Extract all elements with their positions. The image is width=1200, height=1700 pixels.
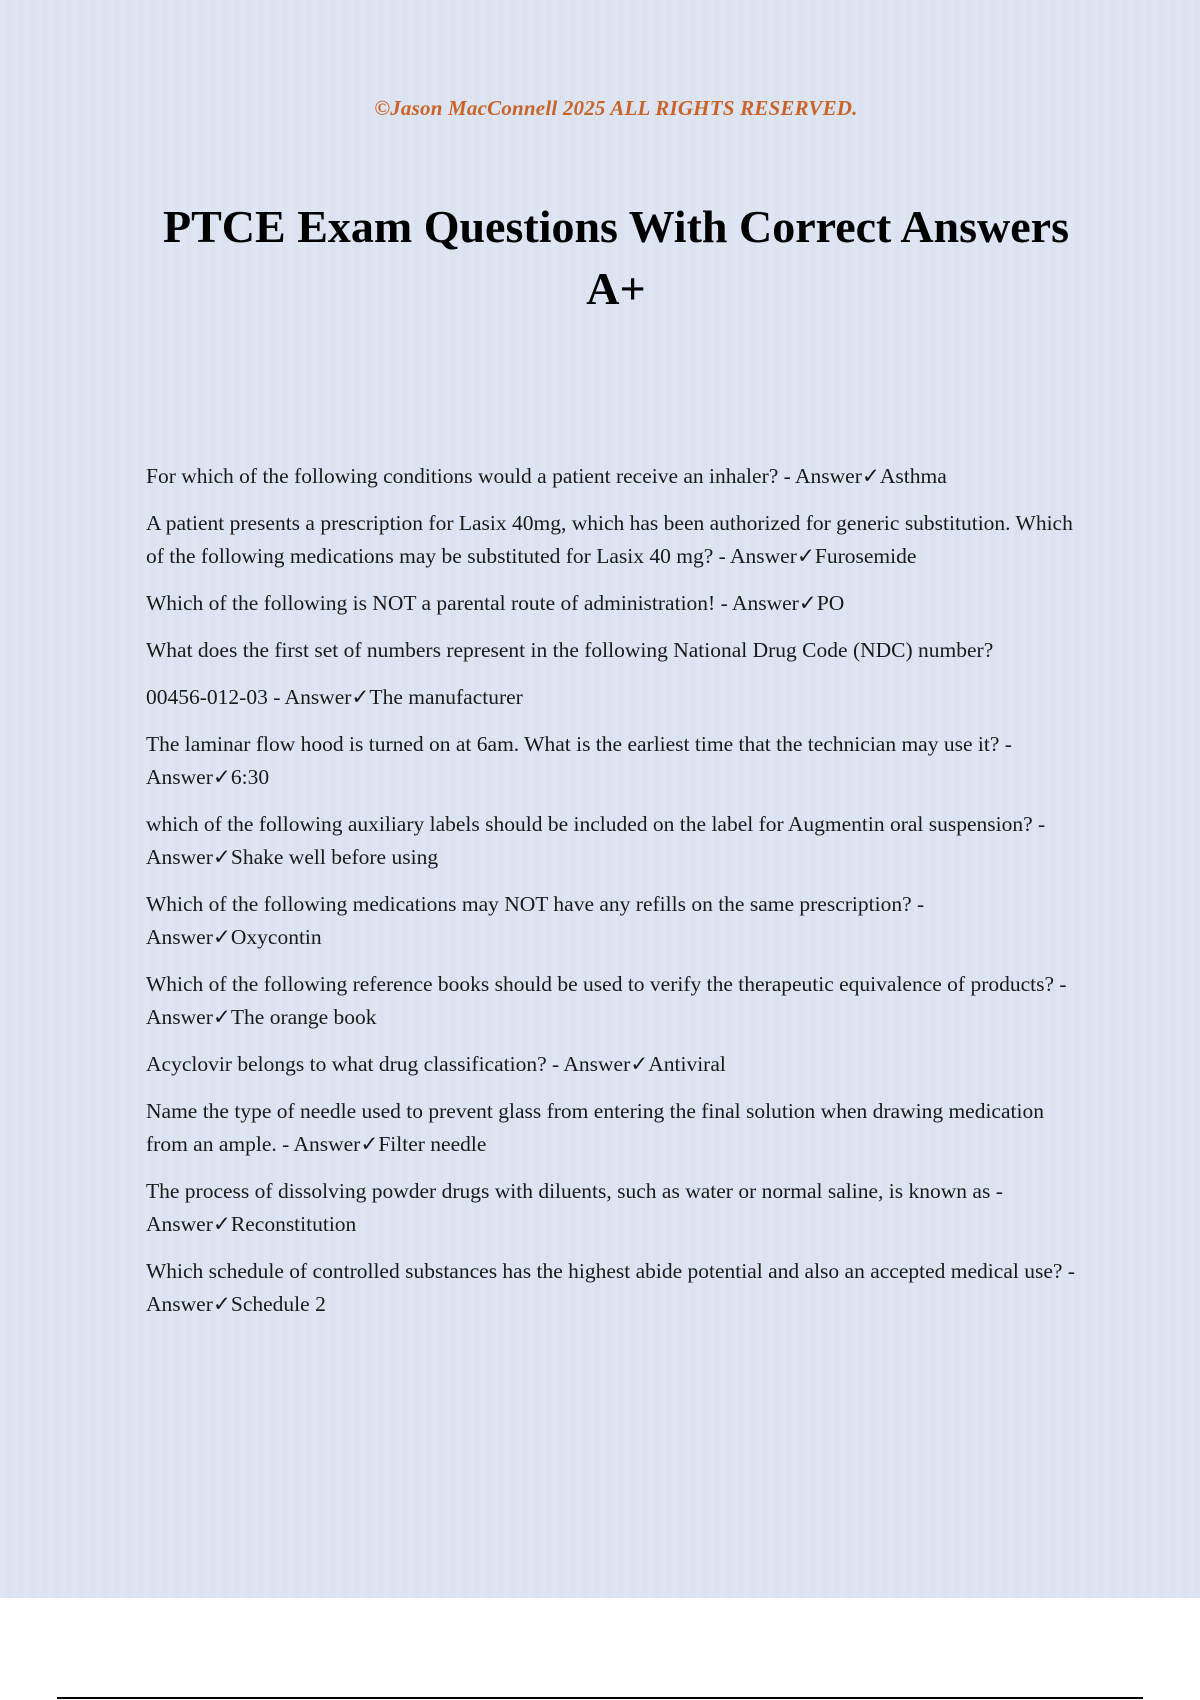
qa-item-10: Acyclovir belongs to what drug classification? - Answer✓Antiviral (146, 1052, 726, 1076)
qa-item-5: 00456-012-03 - Answer✓The manufacturer (146, 685, 523, 709)
qa-item-6: The laminar flow hood is turned on at 6am. What is the earliest time that the technician may use it? - Answer✓6:30 (146, 732, 1012, 789)
page-bottom-rule (57, 1697, 1143, 1699)
document-title: PTCE Exam Questions With Correct Answers A+ (163, 201, 1069, 314)
qa-item-11: Name the type of needle used to prevent glass from entering the final solution when drawing medication from an ample. - Answer✓Filter needle (146, 1099, 1044, 1156)
qa-item-9: Which of the following reference books should be used to verify the therapeutic equivalence of products? - Answer✓The orange book (146, 972, 1067, 1029)
qa-item-3: Which of the following is NOT a parental route of administration! - Answer✓PO (146, 591, 845, 615)
qa-item-4: What does the first set of numbers represent in the following National Drug Code (NDC) number? (146, 638, 994, 662)
qa-item-1: For which of the following conditions would a patient receive an inhaler? - Answer✓Asthma (146, 464, 947, 488)
qa-item-13: Which schedule of controlled substances has the highest abide potential and also an accepted medical use? - Answer✓Schedule 2 (146, 1259, 1075, 1316)
qa-item-7: which of the following auxiliary labels should be included on the label for Augmentin oral suspension? - Answer✓Shake well before using (146, 812, 1046, 869)
qa-item-2: A patient presents a prescription for Lasix 40mg, which has been authorized for generic substitution. Which of the following medications may be substituted for Lasix 40 mg? - Answer✓Furosemide (146, 511, 1073, 568)
qa-item-12: The process of dissolving powder drugs with diluents, such as water or normal saline, is known as - Answer✓Reconstitution (146, 1179, 1003, 1236)
copyright-notice: ©Jason MacConnell 2025 ALL RIGHTS RESERVED. (374, 96, 858, 120)
qa-list (146, 460, 1081, 1335)
qa-item-8: Which of the following medications may NOT have any refills on the same prescription? - Answer✓Oxycontin (146, 892, 925, 949)
